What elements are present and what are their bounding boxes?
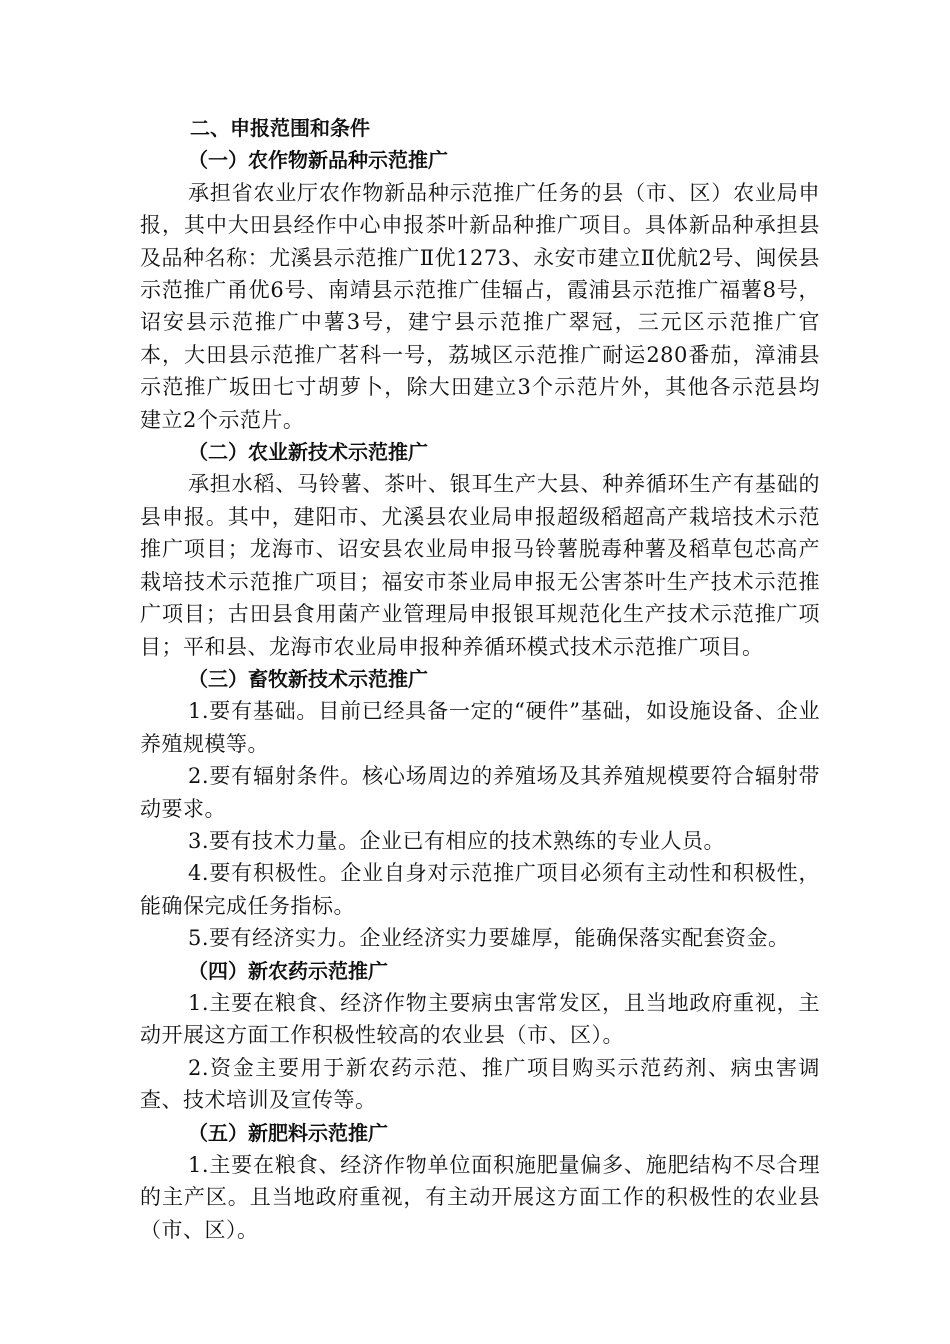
subsection-title-2: （二）农业新技术示范推广 <box>188 440 428 465</box>
section-title: 二、申报范围和条件 <box>190 116 370 140</box>
subsection-title-1: （一）农作物新品种示范推广 <box>188 148 448 173</box>
list-item: 5.要有经济实力。企业经济实力要雄厚，能确保落实配套资金。 <box>188 926 790 951</box>
list-item: 4.要有积极性。企业自身对示范推广项目必须有主动性和积极性，能确保完成任务指标。 <box>140 861 820 918</box>
paragraph: 承担省农业厅农作物新品种示范推广任务的县（市、区）农业局申报，其中大田县经作中心申报茶叶新品种推广项目。具体新品种承担县及品种名称：尤溪县示范推广Ⅱ优1273、永安市建立Ⅱ优航2号、闽侯县示范推广甬优6号、南靖县示范推广佳辐占，霞浦县示范推广福薯8号，诏安县示范推广中薯3号，建宁县示范推广翠冠，三元区示范推广官本，大田县示范推广茗科一号，荔城区示范推广耐运280番茄，漳浦县示范推广坂田七寸胡萝卜，除大田建立3个示范片外，其他各示范县均建立2个示范片。 <box>140 180 820 432</box>
list-item: 1.主要在粮食、经济作物主要病虫害常发区，且当地政府重视，主动开展这方面工作积极性较高的农业县（市、区）。 <box>140 990 820 1048</box>
list-item: 1.主要在粮食、经济作物单位面积施肥量偏多、施肥结构不尽合理的主产区。且当地政府重视，有主动开展这方面工作的积极性的农业县（市、区）。 <box>140 1153 820 1242</box>
paragraph: 承担水稻、马铃薯、茶叶、银耳生产大县、种养循环生产有基础的县申报。其中，建阳市、尤溪县农业局申报超级稻超高产栽培技术示范推广项目；龙海市、诏安县农业局申报马铃薯脱毒种薯及稻草包芯高产栽培技术示范推广项目；福安市茶业局申报无公害茶叶生产技术示范推广项目；古田县食用菌产业管理局申报银耳规范化生产技术示范推广项目；平和县、龙海市农业局申报种养循环模式技术示范推广项目。 <box>140 472 820 659</box>
subsection-title-5: （五）新肥料示范推广 <box>188 1120 388 1145</box>
list-item: 1.要有基础。目前已经具备一定的“硬件”基础，如设施设备、企业养殖规模等。 <box>140 699 820 756</box>
document-page <box>140 112 820 1246</box>
subsection-title-4: （四）新农药示范推广 <box>188 958 388 983</box>
list-item: 2.要有辐射条件。核心场周边的养殖场及其养殖规模要符合辐射带动要求。 <box>140 764 820 821</box>
list-item: 3.要有技术力量。企业已有相应的技术熟练的专业人员。 <box>188 828 726 853</box>
list-item: 2.资金主要用于新农药示范、推广项目购买示范药剂、病虫害调查、技术培训及宣传等。 <box>140 1055 820 1113</box>
subsection-title-3: （三）畜牧新技术示范推广 <box>188 666 428 691</box>
